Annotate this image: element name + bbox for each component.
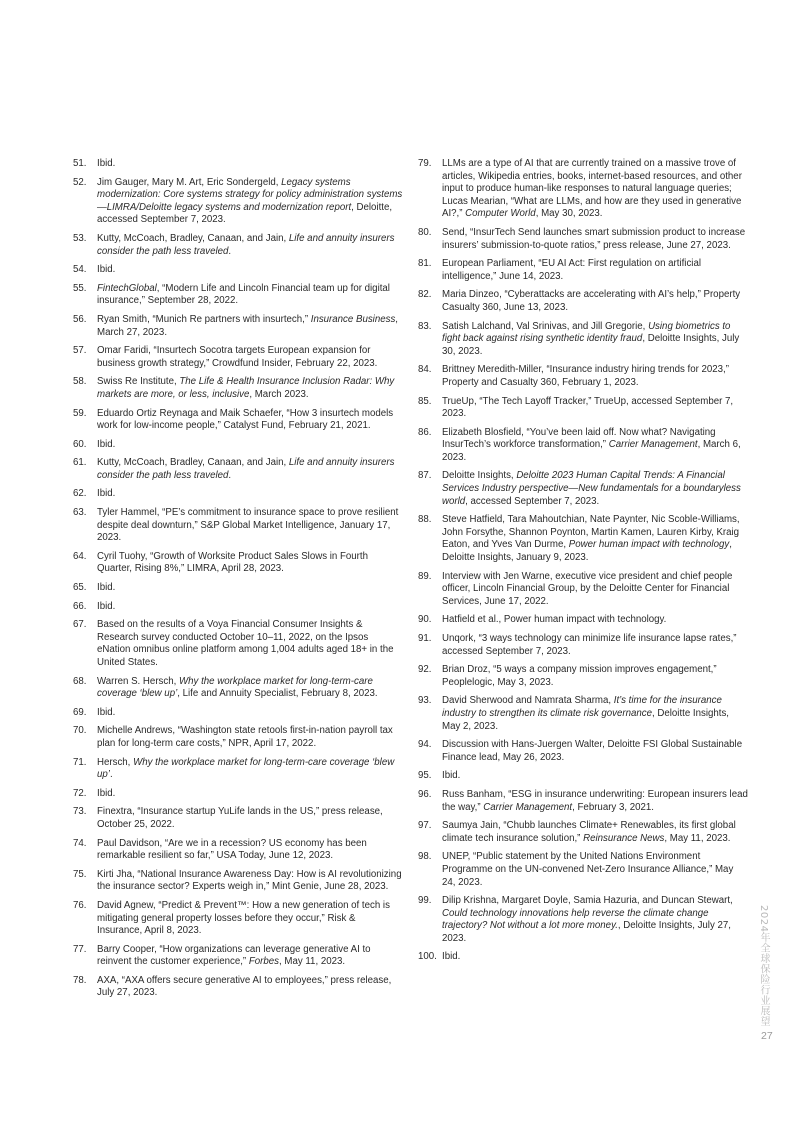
endnote-text [442,289,740,313]
endnote-item [73,725,403,750]
endnote-text-run: Kutty, McCoach, Bradley, Canaan, and Jain, [97,232,289,244]
endnote-number: 64. [73,550,87,562]
endnote-number: 97. [418,820,432,832]
endnote-text [97,676,378,700]
endnote-text [97,314,398,338]
endnote-item [73,900,403,938]
endnote-item [418,851,748,889]
endnote-text-run: Ibid. [97,438,116,450]
endnote-number: 73. [73,806,87,818]
endnote-item [73,806,403,831]
endnote-item [73,376,403,401]
endnote-number: 59. [73,407,87,419]
endnote-text-run: . [228,245,232,257]
endnote-number: 67. [73,619,87,631]
side-report-title: 2024年全球保险行业展望 [758,905,769,1027]
endnote-text-run: , Deloitte Insights, January 9, 2023. [442,539,732,564]
endnote-text-run: Ibid. [97,488,116,500]
endnote-text-run: Warren S. Hersch, [97,675,180,687]
endnote-number: 53. [73,232,87,244]
endnote-text-run: Ibid. [442,951,461,963]
endnote-number: 56. [73,313,87,325]
endnote-text-run: Based on the results of a Voya Financial Consumer Insights & Research survey conducted October 10–11, 2022, on the Ipsos eNation omnibus online platform among 1,004 adults aged 18+ in the United States. [97,619,394,668]
endnote-item [418,895,748,945]
endnote-number: 88. [418,514,432,526]
endnote-italic-title: Insurance Business [310,313,396,325]
endnote-item [73,507,403,545]
endnote-text-run: , March 2023. [249,388,309,400]
endnote-text-run: Ibid. [97,158,116,169]
endnote-text-run: Brian Droz, “5 ways a company mission improves engagement,” Peoplelogic, May 3, 2023. [442,664,717,688]
endnote-item [418,820,748,845]
endnote-text [442,739,742,763]
endnote-number: 61. [73,457,87,469]
endnote-number: 71. [73,756,87,768]
endnote-text [97,975,391,999]
endnote-text [97,376,394,400]
endnote-italic-title: Life and annuity insurers consider the path less traveled [97,232,395,257]
endnote-item [418,695,748,733]
endnote-text-run: Satish Lalchand, Val Srinivas, and Jill Gregorie, [442,320,649,332]
endnote-text [442,470,741,506]
endnote-text [97,869,402,893]
endnote-text-run: . [109,769,113,781]
endnote-text-run: Ibid. [97,706,116,718]
endnote-italic-title: It’s time for the insurance industry to strengthen its climate risk governance [442,695,722,719]
endnote-item [418,739,748,764]
endnote-item [418,321,748,359]
endnote-italic-title: Could technology innovations help reverse the climate change trajectory? Not without a lot more money. [442,907,709,932]
endnote-text [442,770,460,781]
endnote-text-run: , May 11, 2023. [279,956,346,968]
endnote-number: 95. [418,770,432,782]
endnote-text-run: LLMs are a type of AI that are currently trained on a massive trove of articles, Wikipedia entries, books, internet-based resources, and other input to produce human-like responses to natural language queries; Lucas Mearian, “What are LLMs, and how are they used in generative AI?,” [442,158,742,220]
endnote-item [73,975,403,1000]
endnote-text [442,258,701,282]
endnote-text [442,571,732,607]
endnote-italic-title: Why the workplace market for long-term-care coverage ‘blew up’ [97,756,395,781]
endnote-text-run: Hatfield et al., Power human impact with technology. [442,614,667,626]
endnote-number: 57. [73,345,87,357]
endnote-text-run: Hersch, [97,756,134,768]
endnote-italic-title: Using biometrics to fight back against rising synthetic identity fraud [442,320,731,345]
endnote-item [73,233,403,258]
endnotes-right-column [418,158,748,970]
endnote-italic-title: Carrier Management [608,439,698,451]
endnote-text [442,789,748,813]
endnote-text [97,488,115,499]
endnote-italic-title: Why the workplace market for long-term-care coverage ‘blew up’ [97,675,373,700]
endnote-item [73,619,403,669]
endnote-text [442,895,733,944]
endnote-text-run: , Deloitte Insights, July 27, 2023. [442,920,731,944]
endnote-text [97,177,402,226]
endnote-item [73,601,403,614]
endnote-italic-title: Deloitte 2023 Human Capital Trends: A Financial Services Industry perspective—New fundamentals for a boundaryless world [442,470,741,507]
endnote-number: 93. [418,695,432,707]
endnote-number: 91. [418,633,432,644]
endnote-text [97,707,115,718]
endnote-item [73,177,403,227]
endnote-text-run: , Deloitte Insights, July 30, 2023. [442,333,740,357]
endnote-number: 68. [73,675,87,687]
endnote-text [97,408,393,432]
endnote-text-run: AXA, “AXA offers secure generative AI to employees,” press release, July 27, 2023. [97,974,392,999]
endnote-text [442,614,666,625]
endnote-text [97,788,115,799]
endnote-number: 96. [418,788,432,800]
endnote-text [97,233,394,257]
endnote-text-run: Ibid. [97,600,116,612]
endnote-item [73,676,403,701]
endnote-text [97,757,394,781]
endnote-text-run: , May 30, 2023. [535,208,603,220]
endnote-text-run: Cyril Tuohy, “Growth of Worksite Product Sales Slows in Fourth Quarter, Rising 8%,” LIMRA, April 28, 2023. [97,550,368,575]
endnote-text-run: Send, “InsurTech Send launches smart submission product to increase insurers’ submission-to-quote ratios,” press release, June 27, 2023. [442,226,746,251]
endnote-text-run: Paul Davidson, “Are we in a recession? US economy has been remarkable resilient so far,” USA Today, June 12, 2023. [97,837,367,862]
endnote-text-run: Deloitte Insights, [442,470,517,482]
endnote-number: 52. [73,176,87,188]
endnote-text-run: Elizabeth Blosfield, “You’ve been laid off. Now what? Navigating InsurTech’s workforce transformation,” [442,426,716,451]
endnote-text [97,158,115,169]
endnote-text-run: European Parliament, “EU AI Act: First regulation on artificial intelligence,” June 14, 2023. [442,258,701,282]
endnote-text-run: Ryan Smith, “Munich Re partners with insurtech,” [97,313,311,325]
endnote-text [97,551,368,575]
endnote-text [97,944,371,968]
endnote-text-run: Saumya Jain, “Chubb launches Climate+ Renewables, its first global climate tech insurance solution,” [442,820,736,844]
endnote-text [97,457,394,481]
endnote-number: 85. [418,395,432,407]
endnote-text-run: . [228,469,232,481]
endnote-item [73,757,403,782]
endnote-item [418,614,748,627]
endnote-item [73,439,403,452]
endnote-number: 60. [73,438,87,450]
endnote-text-run: Brittney Meredith-Miller, “Insurance industry hiring trends for 2023,” Property and Casualty 360, February 1, 2023. [442,364,729,388]
endnote-number: 92. [418,664,432,676]
endnote-number: 66. [73,600,87,612]
endnote-item [418,633,748,658]
endnote-number: 54. [73,264,87,276]
endnote-item [73,551,403,576]
endnote-item [73,457,403,482]
endnote-text [442,695,729,731]
endnote-text [97,264,115,275]
endnote-text-run: Ibid. [97,264,116,276]
endnote-item [73,869,403,894]
endnote-text-run: , May 11, 2023. [664,832,731,844]
endnote-number: 76. [73,899,87,911]
endnote-number: 63. [73,507,87,519]
endnote-text [442,514,740,563]
endnote-number: 90. [418,614,432,626]
endnote-italic-title: Computer World [465,208,536,220]
endnote-number: 89. [418,570,432,582]
endnote-text [97,283,390,307]
endnote-text-run: Ibid. [97,787,116,799]
endnote-item [418,470,748,508]
endnote-number: 72. [73,787,87,799]
endnote-item [73,488,403,501]
endnote-item [418,571,748,609]
endnote-number: 51. [73,158,87,169]
endnote-text [97,507,398,543]
endnote-text-run: Barry Cooper, “How organizations can leverage generative AI to reinvent the customer experience,” [97,943,371,968]
endnote-italic-title: The Life & Health Insurance Inclusion Radar: Why markets are more, or less, inclusive [97,376,395,400]
endnote-text [442,633,737,657]
endnote-text-run: Russ Banham, “ESG in insurance underwriting: European insurers lead the way,” [442,788,748,813]
endnote-italic-title: Legacy systems modernization: Core systems strategy for policy administration systems—LIMRA/Deloitte legacy systems and modernization report [97,176,403,213]
endnote-text-run: David Agnew, “Predict & Prevent™: How a new generation of tech is mitigating general property losses before they occur,” Risk & Insurance, April 8, 2023. [97,899,390,937]
endnote-number: 98. [418,851,432,863]
endnote-text-run: Eduardo Ortiz Reynaga and Maik Schaefer, “How 3 insurtech models work for low-income people,” Catalyst Fund, February 21, 2021. [97,407,394,432]
endnote-text-run: Unqork, “3 ways technology can minimize life insurance lapse rates,” accessed September 7, 2023. [442,633,737,657]
endnote-number: 94. [418,739,432,751]
endnote-text [442,364,729,388]
endnote-italic-title: Reinsurance News [583,832,665,844]
endnote-item [73,788,403,801]
endnote-item [418,289,748,314]
endnote-number: 65. [73,582,87,594]
endnote-italic-title: Power human impact with technology [568,539,730,551]
endnote-number: 84. [418,364,432,376]
endnote-text [442,227,745,251]
endnote-text-run: , accessed September 7, 2023. [465,495,600,507]
endnote-item [418,514,748,564]
endnote-text-run: UNEP, “Public statement by the United Nations Environment Programme on the UN-convened Net-Zero Insurance Alliance,” May 24, 2023. [442,851,734,888]
endnote-number: 80. [418,226,432,238]
endnote-item [73,408,403,433]
endnote-text-run: , March 27, 2023. [97,313,398,338]
endnote-number: 70. [73,725,87,737]
endnote-italic-title: FintechGlobal [97,282,157,294]
endnote-text [97,345,377,369]
endnote-text-run: , February 3, 2021. [572,801,654,813]
endnote-text-run: Kutty, McCoach, Bradley, Canaan, and Jain, [97,457,289,469]
endnote-number: 79. [418,158,432,169]
endnote-text-run: , Deloitte, accessed September 7, 2023. [97,201,393,226]
endnote-italic-title: Forbes [248,956,280,968]
endnote-text-run: Interview with Jen Warne, executive vice president and chief people officer, Lincoln Financial Group, by the Deloitte Center for Financial Services, June 17, 2022. [442,570,733,607]
endnote-text [442,820,736,844]
endnote-text-run: Dilip Krishna, Margaret Doyle, Samia Hazuria, and Duncan Stewart, [442,895,733,907]
endnote-text-run: Tyler Hammel, “PE’s commitment to insurance space to prove resilient despite deal downturn,” S&P Global Market Intelligence, January 17, 2023. [97,507,399,544]
endnote-item [418,770,748,783]
page-number: 27 [761,1030,773,1042]
endnote-text-run: Omar Faridi, “Insurtech Socotra targets European expansion for business growth strategy,” Crowdfund Insider, February 22, 2023. [97,345,378,369]
endnote-item [418,258,748,283]
endnote-text-run: , Deloitte Insights, May 2, 2023. [442,707,729,732]
endnote-text-run: Jim Gauger, Mary M. Art, Eric Sondergeld, [97,176,282,188]
endnote-item [418,396,748,421]
endnote-text-run: TrueUp, “The Tech Layoff Tracker,” TrueUp, accessed September 7, 2023. [442,395,734,420]
endnote-text-run: Discussion with Hans-Juergen Walter, Deloitte FSI Global Sustainable Finance lead, May 26, 2023. [442,739,743,763]
endnote-number: 55. [73,282,87,294]
endnote-text-run: Kirti Jha, “National Insurance Awareness Day: How is AI revolutionizing the insurance sector? Experts weigh in,” Mint Genie, June 28, 2023. [97,868,402,893]
endnote-item [73,314,403,339]
endnote-item [73,345,403,370]
endnote-item [418,227,748,252]
endnote-text [97,806,383,830]
endnote-text-run: David Sherwood and Namrata Sharma, [442,695,614,707]
endnote-italic-title: Life and annuity insurers consider the path less traveled [97,457,395,481]
endnote-item [418,951,748,964]
endnote-item [73,944,403,969]
endnote-number: 81. [418,258,432,270]
endnote-item [73,158,403,171]
endnote-number: 83. [418,320,432,332]
endnote-number: 75. [73,868,87,880]
endnote-text [97,582,115,593]
endnote-item [73,707,403,720]
endnote-text-run: Ibid. [97,582,116,594]
endnote-text-run: Finextra, “Insurance startup YuLife lands in the US,” press release, October 25, 2022. [97,806,383,830]
endnote-text-run: , Life and Annuity Specialist, February 8, 2023. [177,688,378,700]
endnote-item [418,789,748,814]
endnotes-left-column [73,158,403,1006]
endnote-text [97,838,367,862]
endnote-text-run: Swiss Re Institute, [97,376,180,388]
endnote-item [73,582,403,595]
endnote-text [97,900,390,936]
endnote-item [418,364,748,389]
endnote-text [97,601,115,612]
endnote-number: 82. [418,289,432,301]
endnote-text [97,619,393,668]
endnote-italic-title: Carrier Management [483,801,573,813]
endnote-number: 74. [73,837,87,849]
endnote-item [73,283,403,308]
endnote-text [442,321,739,357]
endnote-item [73,838,403,863]
endnote-number: 77. [73,943,87,955]
endnote-text [442,158,742,219]
endnote-number: 62. [73,488,87,500]
endnote-text-run: Steve Hatfield, Tara Mahoutchian, Nate Paynter, Nic Scoble-Williams, John Forsythe, Shannon Poynton, Martin Kamen, Lauren Kirby, Kraig Eaton, and Yves Van Durme, [442,514,740,551]
endnote-text [442,396,733,420]
endnote-number: 58. [73,376,87,388]
endnote-text [442,427,741,463]
endnote-text [442,664,717,688]
endnote-number: 100. [418,951,437,963]
endnote-text-run: , “Modern Life and Lincoln Financial team up for digital insurance,” September 28, 2022. [97,282,390,307]
endnote-number: 86. [418,426,432,438]
endnote-text-run: Ibid. [442,770,461,782]
endnote-text [442,851,733,887]
endnote-text [97,725,393,749]
endnote-text-run: Michelle Andrews, “Washington state retools first-in-nation payroll tax plan for long-term care costs,” NPR, April 17, 2022. [97,725,393,749]
endnote-item [418,427,748,465]
endnote-number: 69. [73,706,87,718]
endnote-item [418,664,748,689]
endnote-item [73,264,403,277]
endnote-item [418,158,748,221]
endnote-number: 87. [418,470,432,482]
endnote-number: 78. [73,974,87,986]
endnote-text-run: , March 6, 2023. [442,439,741,463]
endnote-text [97,439,115,450]
endnote-text [442,951,460,962]
endnote-number: 99. [418,895,432,907]
endnote-text-run: Maria Dinzeo, “Cyberattacks are accelerating with AI’s help,” Property Casualty 360, June 13, 2023. [442,289,741,313]
